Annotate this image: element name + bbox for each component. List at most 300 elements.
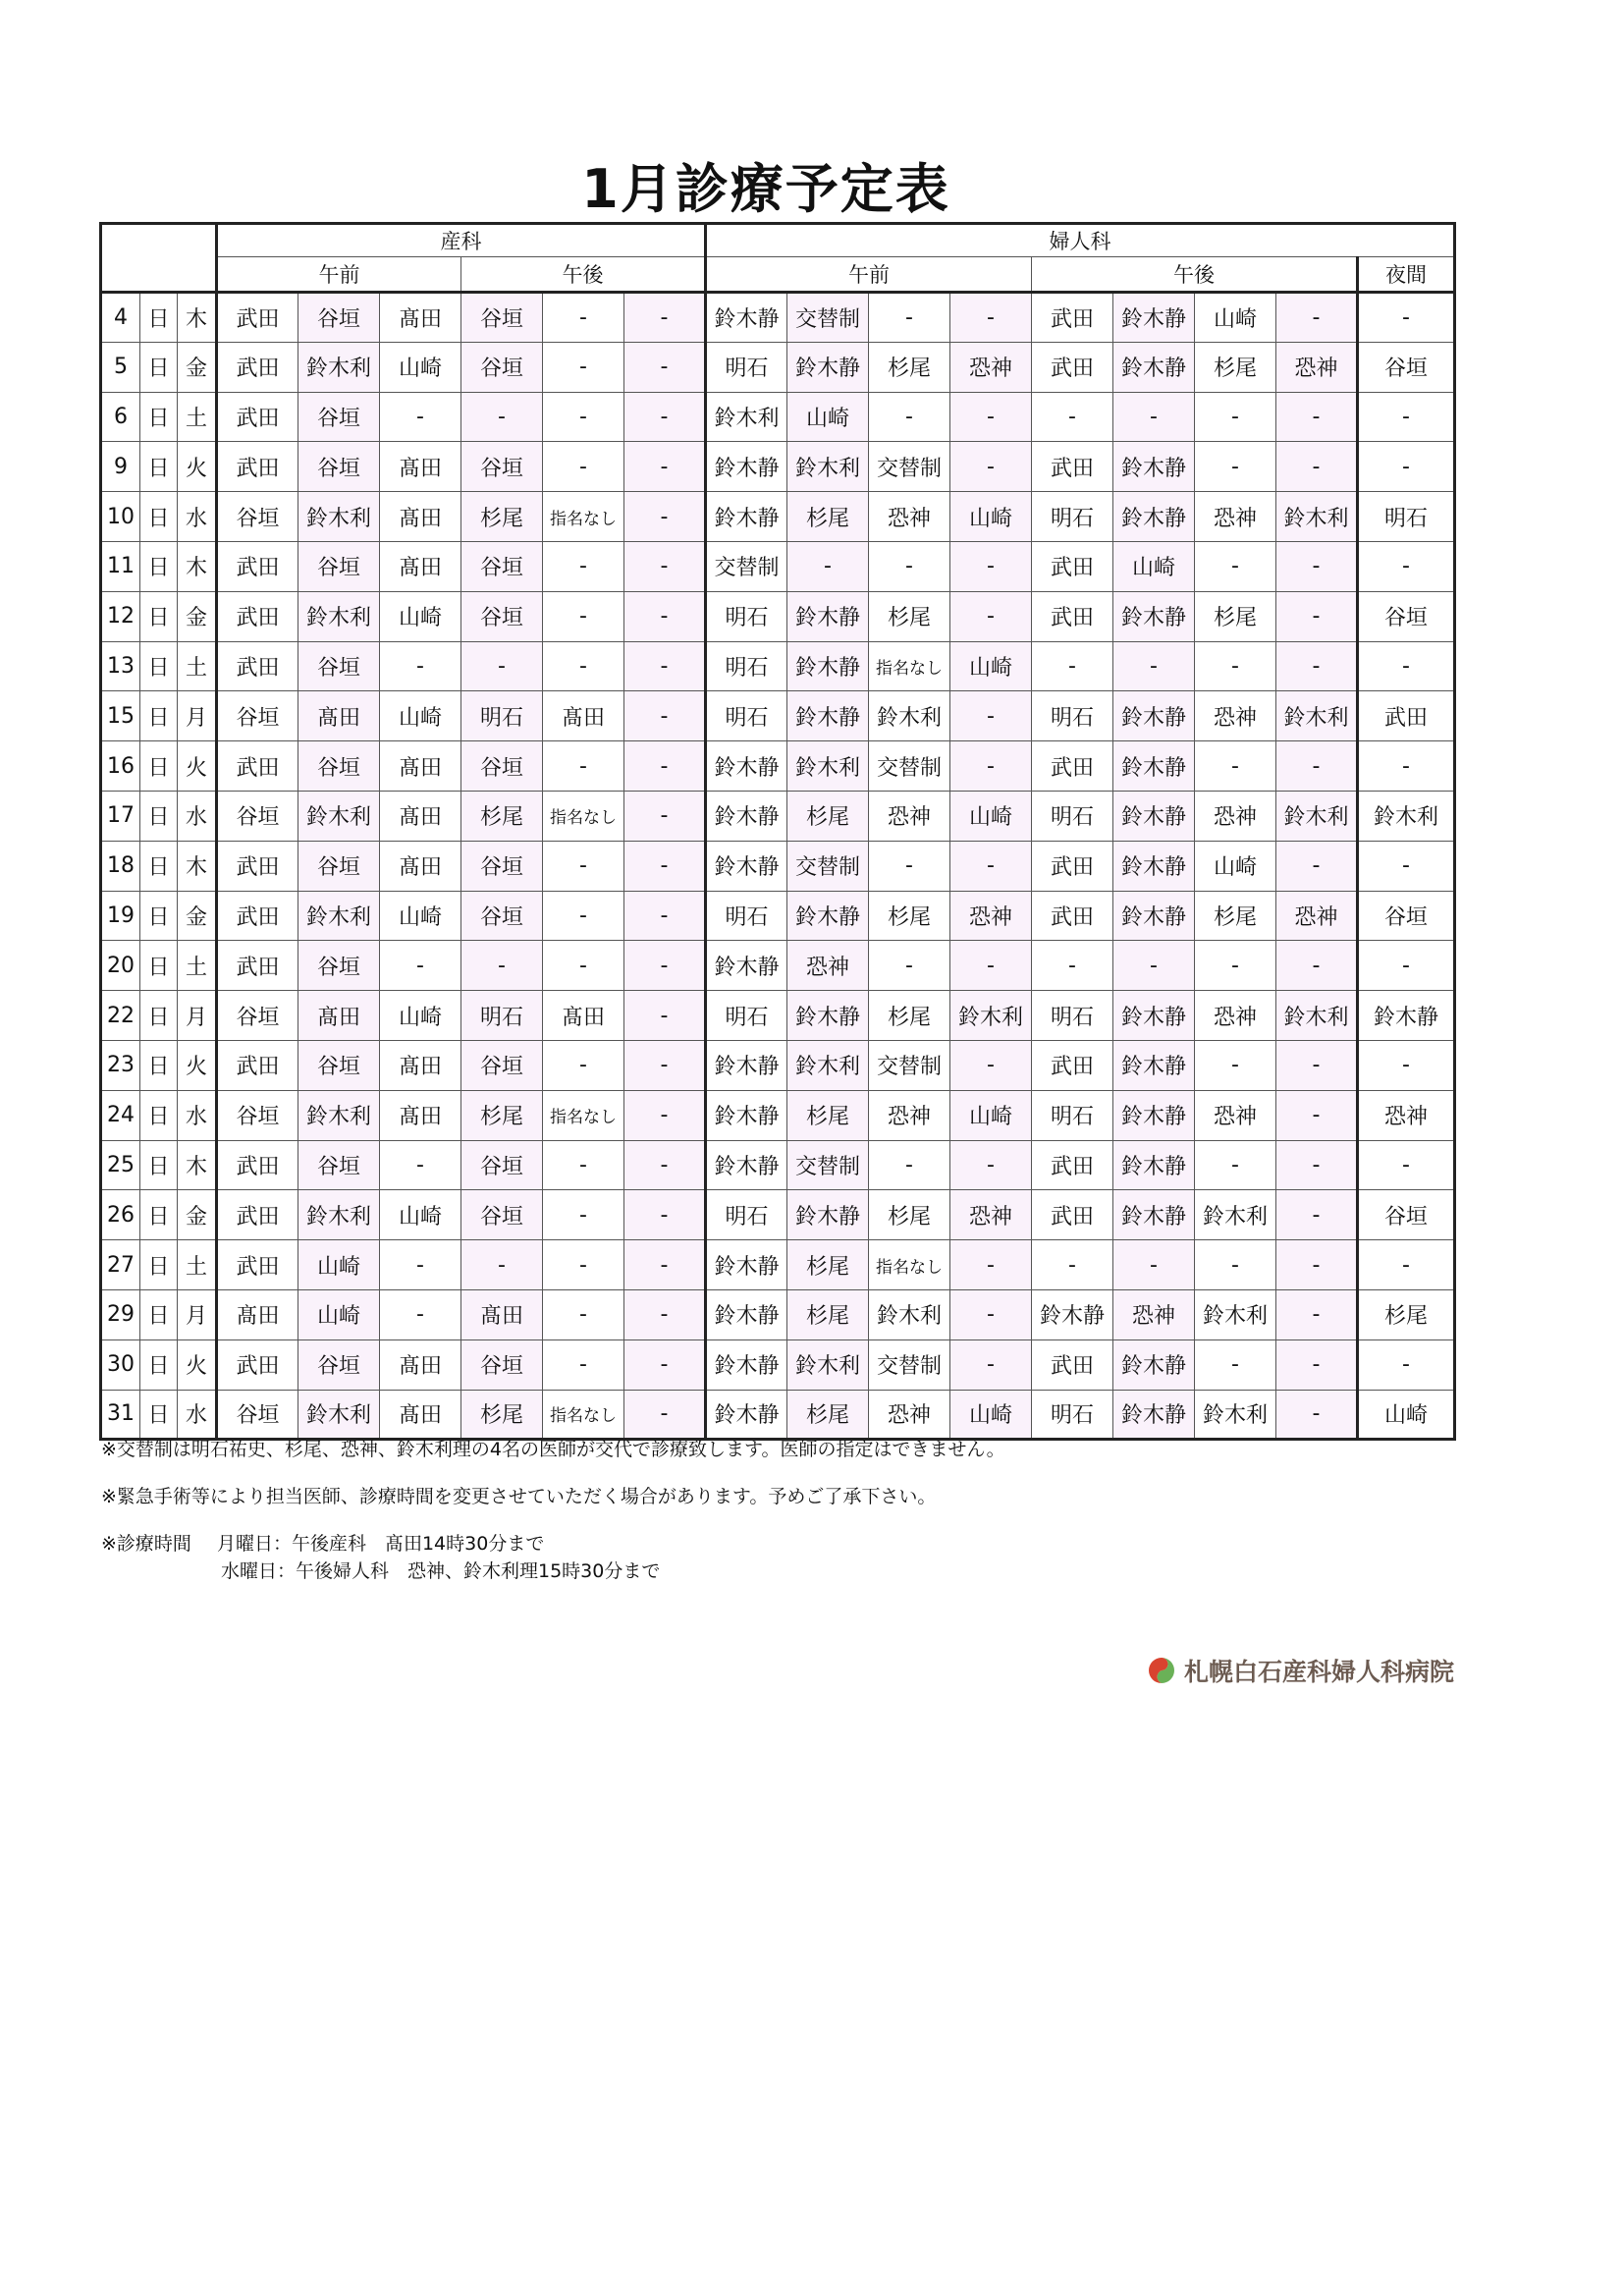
weekday-cell: 火 (178, 442, 217, 492)
doctor-cell: 恐神 (787, 941, 869, 991)
doctor-cell: 明石 (706, 691, 787, 741)
day-char-cell: 日 (140, 641, 178, 691)
doctor-cell: 武田 (217, 442, 298, 492)
date-cell: 30 (101, 1339, 140, 1390)
doctor-cell: 杉尾 (869, 991, 950, 1041)
table-row (101, 1140, 1455, 1190)
doctor-cell: - (380, 1289, 461, 1339)
doctor-cell: 鈴木静 (787, 1190, 869, 1240)
doctor-cell: 谷垣 (298, 293, 380, 343)
weekday-cell: 月 (178, 991, 217, 1041)
doctor-cell: 鈴木利 (869, 1289, 950, 1339)
doctor-cell: 谷垣 (298, 741, 380, 792)
doctor-cell: 交替制 (787, 1140, 869, 1190)
weekday-cell: 土 (178, 1240, 217, 1290)
doctor-cell: - (1276, 591, 1358, 641)
doctor-cell: 鈴木静 (1113, 741, 1195, 792)
doctor-cell: 武田 (217, 891, 298, 941)
doctor-cell: - (461, 941, 543, 991)
doctor-cell: - (624, 541, 706, 591)
doctor-cell: - (624, 891, 706, 941)
doctor-cell: 谷垣 (1358, 891, 1455, 941)
doctor-cell: - (1358, 1339, 1455, 1390)
table-row (101, 1339, 1455, 1390)
doctor-cell: 杉尾 (461, 1090, 543, 1140)
doctor-cell: 明石 (1358, 492, 1455, 542)
doctor-cell: - (624, 1289, 706, 1339)
doctor-cell: - (380, 641, 461, 691)
doctor-cell: 杉尾 (1358, 1289, 1455, 1339)
doctor-cell: 鈴木静 (787, 342, 869, 392)
doctor-cell: 武田 (1032, 841, 1113, 891)
obstetrics-am-header: 午前 (217, 257, 461, 293)
doctor-cell: 谷垣 (298, 641, 380, 691)
doctor-cell: 山崎 (1195, 293, 1276, 343)
doctor-cell: 鈴木静 (787, 691, 869, 741)
doctor-cell: 恐神 (1195, 791, 1276, 841)
doctor-cell: 武田 (217, 1040, 298, 1090)
doctor-cell: - (1276, 841, 1358, 891)
table-row (101, 941, 1455, 991)
table-row (101, 1240, 1455, 1290)
doctor-cell: 明石 (1032, 1090, 1113, 1140)
day-char-cell: 日 (140, 1289, 178, 1339)
doctor-cell: 明石 (706, 991, 787, 1041)
doctor-cell: - (1276, 1240, 1358, 1290)
doctor-cell: 谷垣 (461, 1190, 543, 1240)
obstetrics-pm-header: 午後 (461, 257, 706, 293)
date-cell: 11 (101, 541, 140, 591)
doctor-cell: - (1358, 293, 1455, 343)
day-char-cell: 日 (140, 1090, 178, 1140)
date-cell: 17 (101, 791, 140, 841)
doctor-cell: 交替制 (869, 1339, 950, 1390)
doctor-cell: 杉尾 (787, 1090, 869, 1140)
doctor-cell: 鈴木静 (706, 1390, 787, 1440)
doctor-cell: - (624, 991, 706, 1041)
doctor-cell: - (1032, 392, 1113, 442)
doctor-cell: - (543, 541, 624, 591)
doctor-cell: - (380, 1240, 461, 1290)
date-cell: 18 (101, 841, 140, 891)
doctor-cell: 谷垣 (217, 1090, 298, 1140)
date-cell: 15 (101, 691, 140, 741)
doctor-cell: 恐神 (1195, 991, 1276, 1041)
doctor-cell: 明石 (1032, 991, 1113, 1041)
doctor-cell: 髙田 (543, 691, 624, 741)
doctor-cell: 髙田 (380, 541, 461, 591)
doctor-cell: 山崎 (950, 1090, 1032, 1140)
weekday-cell: 金 (178, 342, 217, 392)
note-hours-wednesday: 水曜日：午後婦人科 恐神、鈴木利理15時30分まで (221, 1560, 661, 1582)
doctor-cell: 杉尾 (787, 791, 869, 841)
doctor-cell: 谷垣 (461, 342, 543, 392)
doctor-cell: - (1113, 1240, 1195, 1290)
doctor-cell: - (869, 293, 950, 343)
doctor-cell: 明石 (706, 591, 787, 641)
doctor-cell: - (380, 941, 461, 991)
date-cell: 22 (101, 991, 140, 1041)
day-char-cell: 日 (140, 1240, 178, 1290)
doctor-cell: 鈴木静 (706, 492, 787, 542)
doctor-cell: 杉尾 (869, 1190, 950, 1240)
day-char-cell: 日 (140, 293, 178, 343)
doctor-cell: 交替制 (787, 293, 869, 343)
schedule-body (101, 293, 1455, 1440)
doctor-cell: 鈴木静 (706, 941, 787, 991)
doctor-cell: 谷垣 (461, 841, 543, 891)
doctor-cell: - (624, 442, 706, 492)
doctor-cell: - (543, 392, 624, 442)
doctor-cell: 鈴木利 (1276, 791, 1358, 841)
doctor-cell: 恐神 (1195, 1090, 1276, 1140)
doctor-cell: 杉尾 (787, 1240, 869, 1290)
doctor-cell: 武田 (217, 1240, 298, 1290)
doctor-cell: 武田 (1032, 1339, 1113, 1390)
doctor-cell: 恐神 (1276, 891, 1358, 941)
table-row (101, 342, 1455, 392)
date-cell: 31 (101, 1390, 140, 1440)
doctor-cell: 武田 (1032, 891, 1113, 941)
doctor-cell: 鈴木静 (706, 741, 787, 792)
doctor-cell: 鈴木利 (1276, 691, 1358, 741)
doctor-cell: 明石 (706, 1190, 787, 1240)
doctor-cell: 武田 (1032, 541, 1113, 591)
doctor-cell: 鈴木静 (706, 841, 787, 891)
day-char-cell: 日 (140, 1040, 178, 1090)
note-schedule-change: ※緊急手術等により担当医師、診療時間を変更させていただく場合があります。予めご了承下さい。 (101, 1486, 937, 1507)
doctor-cell: - (543, 1190, 624, 1240)
doctor-cell: 武田 (217, 941, 298, 991)
doctor-cell: 鈴木静 (1113, 791, 1195, 841)
doctor-cell: 鈴木静 (706, 1040, 787, 1090)
doctor-cell: 杉尾 (787, 492, 869, 542)
doctor-cell: 武田 (217, 1190, 298, 1240)
doctor-cell: 谷垣 (298, 841, 380, 891)
doctor-cell: 武田 (217, 641, 298, 691)
doctor-cell: 明石 (1032, 1390, 1113, 1440)
doctor-cell: 谷垣 (461, 1040, 543, 1090)
doctor-cell: - (1358, 741, 1455, 792)
doctor-cell: 明石 (706, 641, 787, 691)
doctor-cell: 武田 (217, 342, 298, 392)
doctor-cell: 山崎 (950, 492, 1032, 542)
note-hours (101, 1530, 544, 1558)
doctor-cell: 谷垣 (217, 492, 298, 542)
doctor-cell: - (1195, 541, 1276, 591)
table-row (101, 541, 1455, 591)
table-row (101, 1190, 1455, 1240)
doctor-cell: 鈴木利 (787, 442, 869, 492)
doctor-cell: 谷垣 (461, 293, 543, 343)
doctor-cell: 鈴木静 (706, 442, 787, 492)
doctor-cell: 明石 (461, 991, 543, 1041)
doctor-cell: - (1276, 1190, 1358, 1240)
doctor-cell: - (624, 492, 706, 542)
doctor-cell: 山崎 (380, 691, 461, 741)
weekday-cell: 金 (178, 1190, 217, 1240)
date-cell: 23 (101, 1040, 140, 1090)
doctor-cell: 髙田 (217, 1289, 298, 1339)
doctor-cell: 谷垣 (461, 1339, 543, 1390)
table-row (101, 841, 1455, 891)
table-row (101, 1390, 1455, 1440)
doctor-cell: 交替制 (787, 841, 869, 891)
doctor-cell: 谷垣 (461, 1140, 543, 1190)
doctor-cell: 武田 (1358, 691, 1455, 741)
doctor-cell: 鈴木利 (298, 492, 380, 542)
doctor-cell: 武田 (217, 1339, 298, 1390)
day-char-cell: 日 (140, 342, 178, 392)
weekday-cell: 月 (178, 1289, 217, 1339)
date-cell: 13 (101, 641, 140, 691)
doctor-cell: 谷垣 (217, 691, 298, 741)
doctor-cell: - (1113, 641, 1195, 691)
doctor-cell: - (1032, 941, 1113, 991)
doctor-cell: - (869, 392, 950, 442)
doctor-cell: 鈴木利 (298, 1190, 380, 1240)
day-char-cell: 日 (140, 1140, 178, 1190)
doctor-cell: - (624, 741, 706, 792)
doctor-cell: 山崎 (950, 1390, 1032, 1440)
doctor-cell: 鈴木利 (1276, 492, 1358, 542)
doctor-cell: 恐神 (1195, 492, 1276, 542)
doctor-cell: - (950, 841, 1032, 891)
weekday-cell: 木 (178, 1140, 217, 1190)
doctor-cell: 谷垣 (461, 891, 543, 941)
doctor-cell: 谷垣 (298, 1339, 380, 1390)
doctor-cell: 恐神 (869, 1390, 950, 1440)
doctor-cell: 谷垣 (1358, 591, 1455, 641)
doctor-cell: - (624, 1339, 706, 1390)
weekday-cell: 水 (178, 1390, 217, 1440)
doctor-cell: - (1358, 941, 1455, 991)
doctor-cell: - (869, 1140, 950, 1190)
doctor-cell: 武田 (1032, 1140, 1113, 1190)
doctor-cell: 山崎 (787, 392, 869, 442)
doctor-cell: 山崎 (1113, 541, 1195, 591)
doctor-cell: 鈴木静 (1113, 492, 1195, 542)
doctor-cell: 鈴木利 (298, 1090, 380, 1140)
weekday-cell: 木 (178, 841, 217, 891)
date-cell: 5 (101, 342, 140, 392)
doctor-cell: - (1276, 541, 1358, 591)
day-char-cell: 日 (140, 941, 178, 991)
note-hours-label: ※診療時間 (101, 1533, 191, 1555)
doctor-cell: - (1195, 442, 1276, 492)
doctor-cell: - (543, 1289, 624, 1339)
table-row (101, 293, 1455, 343)
doctor-cell: 髙田 (380, 293, 461, 343)
doctor-cell: 鈴木静 (1113, 841, 1195, 891)
doctor-cell: - (380, 1140, 461, 1190)
doctor-cell: - (869, 541, 950, 591)
doctor-cell: 武田 (1032, 342, 1113, 392)
doctor-cell: 恐神 (1358, 1090, 1455, 1140)
doctor-cell: 明石 (706, 342, 787, 392)
doctor-cell: 谷垣 (298, 392, 380, 442)
day-char-cell: 日 (140, 991, 178, 1041)
doctor-cell: 武田 (217, 591, 298, 641)
date-cell: 24 (101, 1090, 140, 1140)
doctor-cell: 鈴木静 (706, 293, 787, 343)
table-row (101, 991, 1455, 1041)
doctor-cell: 鈴木利 (298, 791, 380, 841)
doctor-cell: 髙田 (380, 1040, 461, 1090)
doctor-cell: 谷垣 (461, 591, 543, 641)
doctor-cell: 指名なし (543, 1090, 624, 1140)
doctor-cell: 谷垣 (461, 741, 543, 792)
doctor-cell: 恐神 (869, 492, 950, 542)
doctor-cell: 鈴木静 (706, 1240, 787, 1290)
doctor-cell: 指名なし (543, 791, 624, 841)
date-cell: 16 (101, 741, 140, 792)
doctor-cell: - (380, 392, 461, 442)
doctor-cell: 武田 (217, 841, 298, 891)
doctor-cell: 髙田 (380, 1090, 461, 1140)
doctor-cell: 山崎 (380, 591, 461, 641)
doctor-cell: 鈴木静 (1113, 293, 1195, 343)
doctor-cell: 谷垣 (298, 1040, 380, 1090)
doctor-cell: - (950, 442, 1032, 492)
doctor-cell: 武田 (1032, 591, 1113, 641)
doctor-cell: - (624, 1190, 706, 1240)
doctor-cell: - (1113, 392, 1195, 442)
day-char-cell: 日 (140, 741, 178, 792)
doctor-cell: 髙田 (298, 691, 380, 741)
day-char-cell: 日 (140, 891, 178, 941)
doctor-cell: 武田 (217, 392, 298, 442)
doctor-cell: - (950, 941, 1032, 991)
table-row (101, 691, 1455, 741)
date-cell: 19 (101, 891, 140, 941)
doctor-cell: - (1195, 1240, 1276, 1290)
doctor-cell: - (1276, 1090, 1358, 1140)
weekday-cell: 土 (178, 392, 217, 442)
doctor-cell: - (1276, 641, 1358, 691)
table-row (101, 641, 1455, 691)
doctor-cell: 杉尾 (869, 591, 950, 641)
gynecology-am-header: 午前 (706, 257, 1032, 293)
doctor-cell: 明石 (461, 691, 543, 741)
doctor-cell: 鈴木利 (1195, 1190, 1276, 1240)
doctor-cell: - (950, 541, 1032, 591)
gynecology-night-header: 夜間 (1358, 257, 1455, 293)
doctor-cell: - (624, 342, 706, 392)
doctor-cell: 杉尾 (869, 891, 950, 941)
doctor-cell: 鈴木静 (1113, 1040, 1195, 1090)
doctor-cell: - (950, 591, 1032, 641)
schedule-table (99, 222, 1456, 1441)
doctor-cell: - (1358, 841, 1455, 891)
doctor-cell: 鈴木静 (1113, 1339, 1195, 1390)
doctor-cell: - (950, 1040, 1032, 1090)
doctor-cell: 明石 (706, 891, 787, 941)
doctor-cell: - (1276, 1040, 1358, 1090)
date-cell: 10 (101, 492, 140, 542)
doctor-cell: - (950, 1240, 1032, 1290)
doctor-cell: - (543, 941, 624, 991)
doctor-cell: 鈴木静 (1113, 342, 1195, 392)
doctor-cell: 鈴木利 (869, 691, 950, 741)
table-row (101, 791, 1455, 841)
doctor-cell: - (543, 342, 624, 392)
doctor-cell: - (624, 691, 706, 741)
doctor-cell: 谷垣 (298, 941, 380, 991)
doctor-cell: 山崎 (950, 641, 1032, 691)
doctor-cell: 杉尾 (1195, 891, 1276, 941)
doctor-cell: - (461, 392, 543, 442)
doctor-cell: 髙田 (380, 1390, 461, 1440)
doctor-cell: - (1358, 541, 1455, 591)
weekday-cell: 水 (178, 791, 217, 841)
corner-cell (101, 224, 217, 293)
doctor-cell: 髙田 (380, 442, 461, 492)
doctor-cell: - (624, 791, 706, 841)
doctor-cell: 武田 (217, 1140, 298, 1190)
doctor-cell: - (624, 392, 706, 442)
doctor-cell: 髙田 (380, 791, 461, 841)
doctor-cell: 鈴木静 (706, 1339, 787, 1390)
doctor-cell: 山崎 (380, 342, 461, 392)
day-char-cell: 日 (140, 492, 178, 542)
doctor-cell: 谷垣 (298, 541, 380, 591)
doctor-cell: - (624, 591, 706, 641)
day-char-cell: 日 (140, 541, 178, 591)
doctor-cell: - (869, 841, 950, 891)
doctor-cell: - (1358, 392, 1455, 442)
doctor-cell: 鈴木利 (787, 1339, 869, 1390)
date-cell: 20 (101, 941, 140, 991)
doctor-cell: 恐神 (950, 1190, 1032, 1240)
doctor-cell: - (461, 641, 543, 691)
doctor-cell: - (950, 392, 1032, 442)
doctor-cell: - (1032, 641, 1113, 691)
doctor-cell: 鈴木静 (1113, 1190, 1195, 1240)
doctor-cell: 交替制 (706, 541, 787, 591)
day-char-cell: 日 (140, 691, 178, 741)
doctor-cell: - (1276, 442, 1358, 492)
doctor-cell: 山崎 (950, 791, 1032, 841)
doctor-cell: 鈴木利 (1276, 991, 1358, 1041)
doctor-cell: 恐神 (869, 1090, 950, 1140)
doctor-cell: 武田 (217, 293, 298, 343)
day-char-cell: 日 (140, 442, 178, 492)
date-cell: 9 (101, 442, 140, 492)
doctor-cell: - (1276, 1339, 1358, 1390)
weekday-cell: 火 (178, 741, 217, 792)
gynecology-header: 婦人科 (706, 224, 1455, 257)
doctor-cell: 鈴木利 (298, 1390, 380, 1440)
doctor-cell: 杉尾 (1195, 591, 1276, 641)
doctor-cell: 武田 (1032, 442, 1113, 492)
weekday-cell: 木 (178, 541, 217, 591)
hospital-logo-icon (1147, 1656, 1176, 1685)
doctor-cell: - (950, 293, 1032, 343)
doctor-cell: - (624, 1390, 706, 1440)
doctor-cell: - (461, 1240, 543, 1290)
hospital-logo (1147, 1653, 1454, 1688)
doctor-cell: 杉尾 (461, 791, 543, 841)
doctor-cell: 杉尾 (869, 342, 950, 392)
doctor-cell: - (1358, 1240, 1455, 1290)
doctor-cell: 明石 (1032, 791, 1113, 841)
doctor-cell: - (543, 841, 624, 891)
doctor-cell: 恐神 (1113, 1289, 1195, 1339)
doctor-cell: 恐神 (869, 791, 950, 841)
doctor-cell: 谷垣 (217, 991, 298, 1041)
doctor-cell: 谷垣 (461, 442, 543, 492)
